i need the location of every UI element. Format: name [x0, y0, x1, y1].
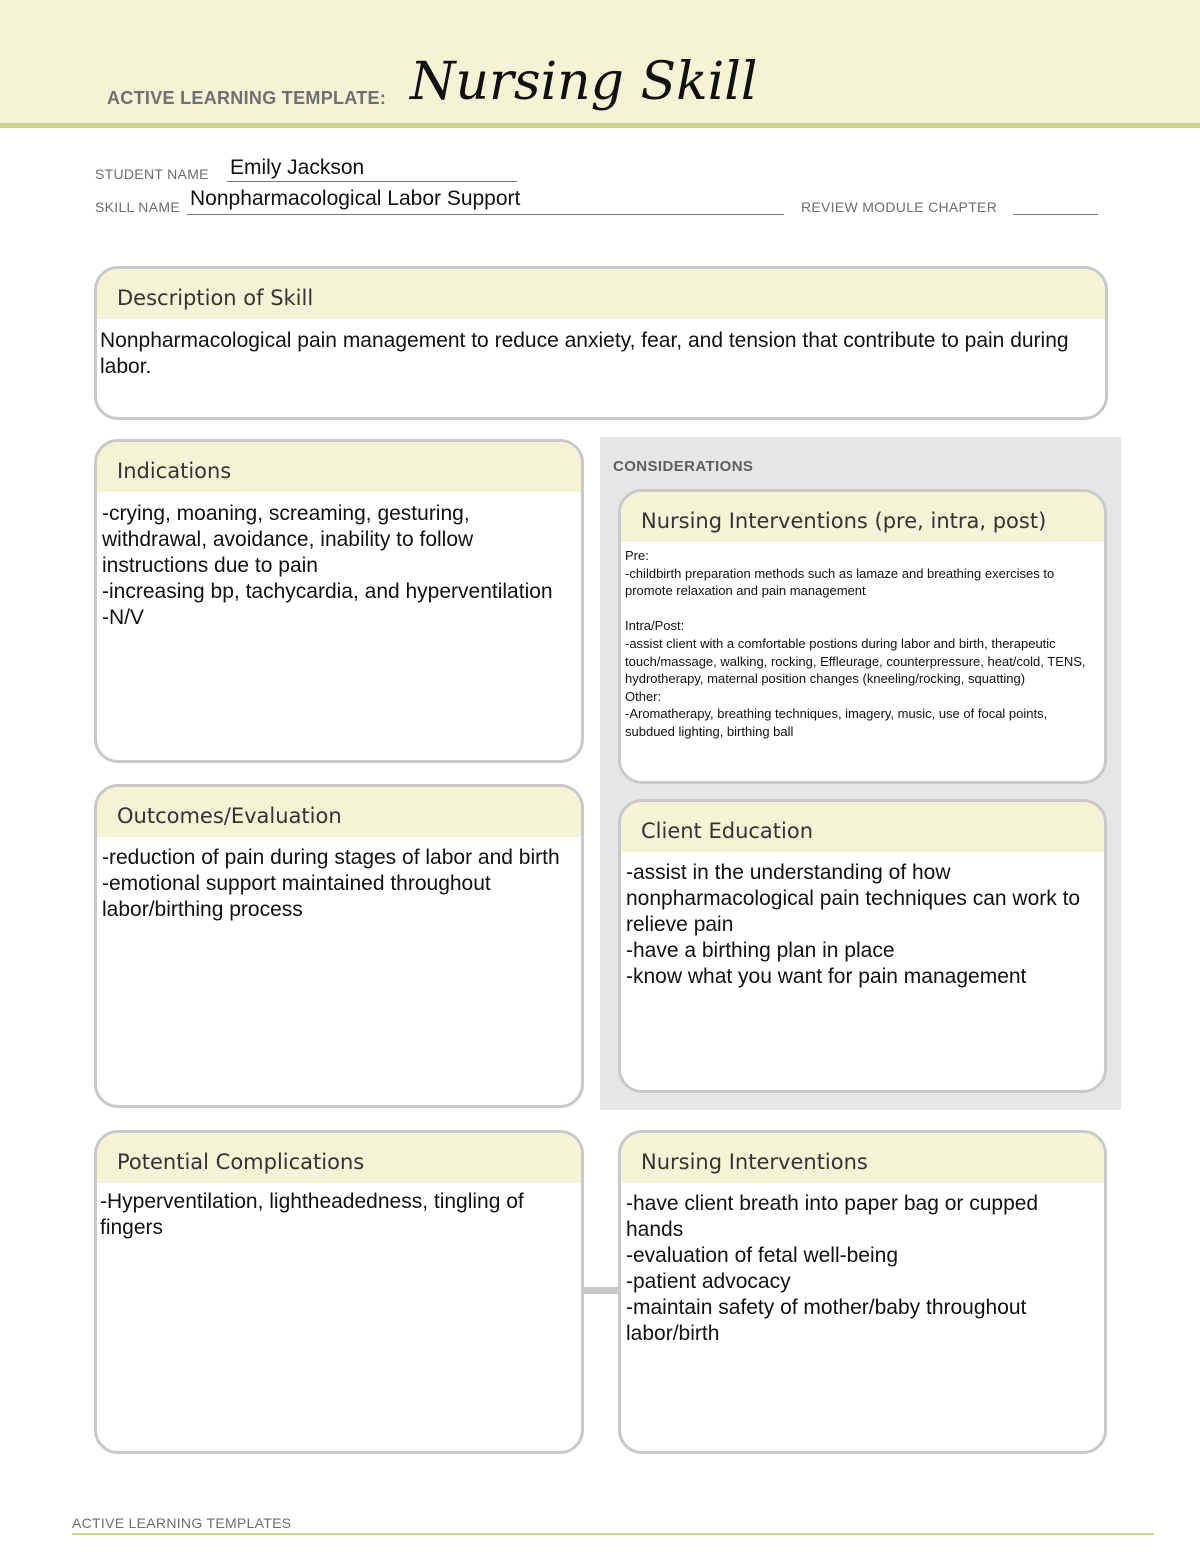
review-module-underline[interactable]	[1013, 214, 1098, 215]
client-education-box	[618, 799, 1107, 1093]
description-text[interactable]: Nonpharmacological pain management to reduce anxiety, fear, and tension that contribute to pain during labor.	[100, 329, 1075, 378]
client-education-title: Client Education	[641, 819, 814, 843]
nursing-interventions-pip-title: Nursing Interventions (pre, intra, post)	[641, 509, 1047, 533]
outcomes-title: Outcomes/Evaluation	[117, 804, 342, 828]
nursing-interventions-text[interactable]: -have client breath into paper bag or cupped hands -evaluation of fetal well-being -patient advocacy -maintain safety of mother/baby throughout labor/birth	[626, 1192, 1039, 1345]
nursing-interventions-pip-box	[618, 489, 1107, 784]
indications-text[interactable]: -crying, moaning, screaming, gesturing, withdrawal, avoidance, inability to follow instructions due to pain -increasing bp, tachycardia, and hyperventilation -N/V	[102, 502, 553, 629]
nursing-interventions-box	[618, 1130, 1107, 1454]
skill-name-label: SKILL NAME	[95, 199, 180, 215]
review-module-label: REVIEW MODULE CHAPTER	[801, 199, 998, 215]
considerations-label: CONSIDERATIONS	[613, 458, 754, 475]
potential-complications-box	[94, 1130, 584, 1454]
client-education-text[interactable]: -assist in the understanding of how nonpharmacological pain techniques can work to relieve pain -have a birthing plan in place -know what you want for pain management	[626, 861, 1081, 988]
description-title: Description of Skill	[117, 286, 314, 310]
description-box	[94, 266, 1108, 420]
potential-complications-text[interactable]: -Hyperventilation, lightheadedness, tingling of fingers	[100, 1190, 530, 1239]
student-name-label: STUDENT NAME	[95, 166, 209, 182]
template-title: Nursing Skill	[410, 52, 758, 112]
indications-box	[94, 439, 584, 763]
nursing-interventions-title: Nursing Interventions	[641, 1150, 868, 1174]
potential-complications-title: Potential Complications	[117, 1150, 365, 1174]
footer-rule	[72, 1533, 1154, 1535]
outcomes-box	[94, 784, 584, 1108]
template-prefix: ACTIVE LEARNING TEMPLATE:	[107, 88, 387, 108]
header-rule	[0, 123, 1200, 128]
footer-text: ACTIVE LEARNING TEMPLATES	[72, 1515, 292, 1531]
skill-name-value[interactable]: Nonpharmacological Labor Support	[190, 187, 521, 210]
box-connector	[582, 1287, 622, 1294]
student-name-underline	[227, 181, 517, 182]
student-name-value[interactable]: Emily Jackson	[230, 156, 365, 179]
nursing-interventions-pip-text[interactable]: Pre: -childbirth preparation methods such as lamaze and breathing exercises to promote relaxation and pain management Intra/Post: -assist client with a comfortable postions during labor and birth, therapeutic touch/massage, walking, rocking, Effleurage, counterpressure, heat/cold, TENS, hydrotherapy, maternal position changes (kneeling/rocking, squatting) Other: -Aromatherapy, breathing techniques, imagery, music, use of focal points, subdued lighting, birthing ball	[625, 548, 1086, 739]
outcomes-text[interactable]: -reduction of pain during stages of labor and birth -emotional support maintained throughout labor/birthing process	[102, 846, 560, 921]
indications-title: Indications	[117, 459, 232, 483]
skill-name-underline	[187, 214, 784, 215]
